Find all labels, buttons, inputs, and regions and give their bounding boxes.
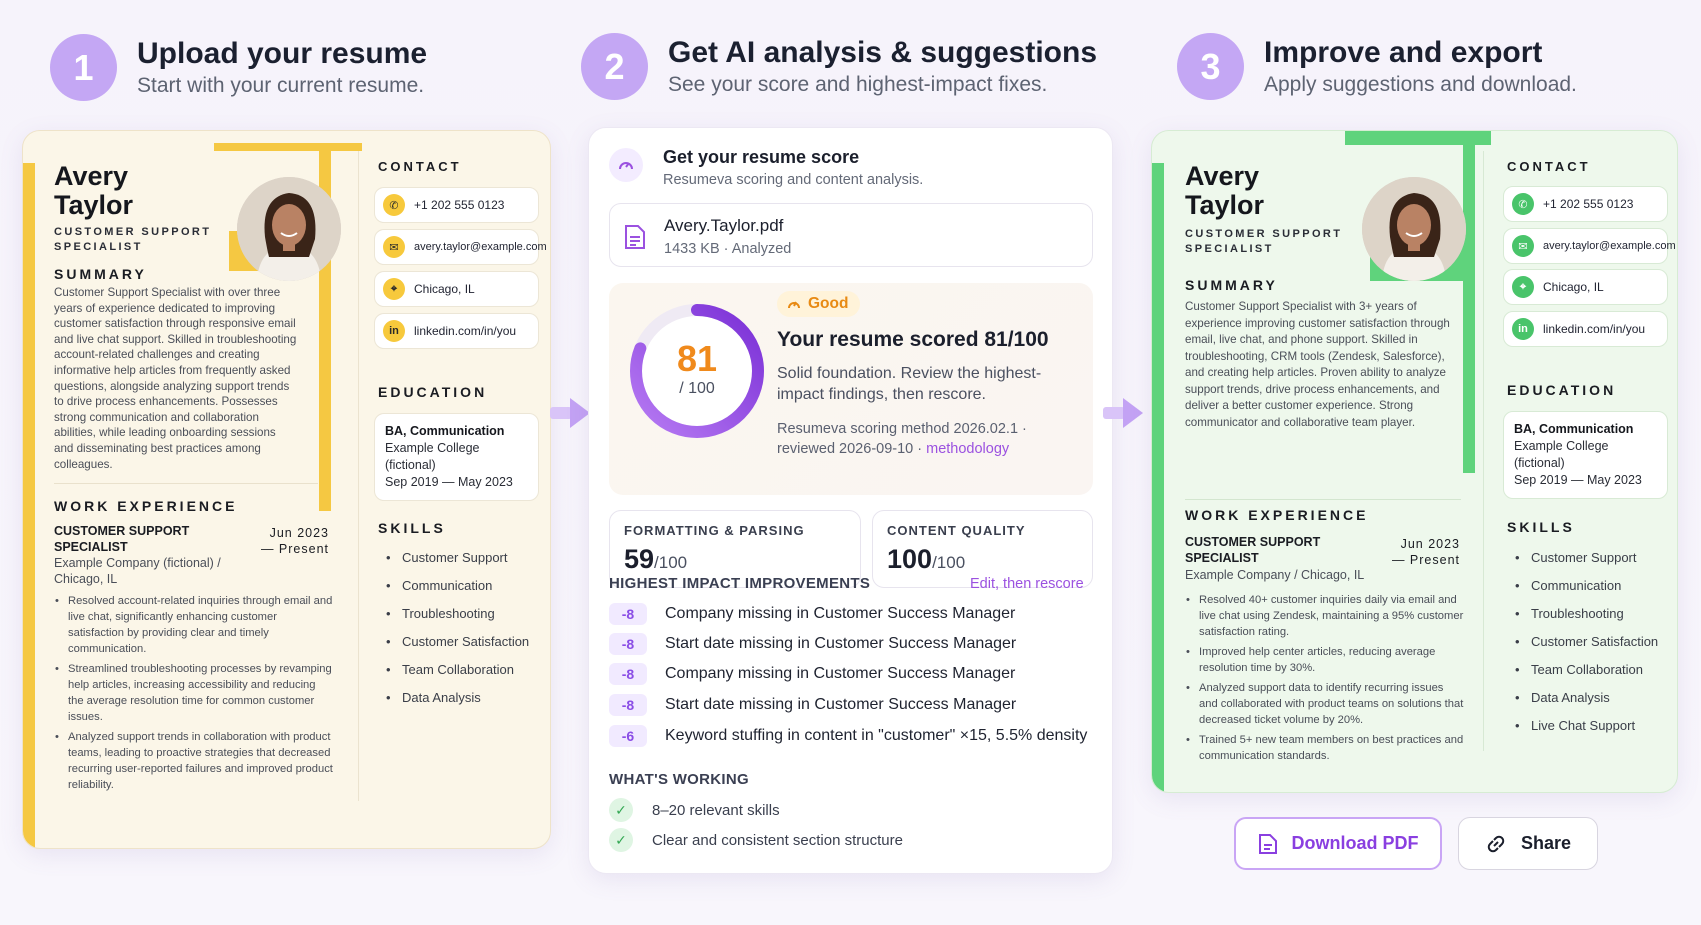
skill-item: • Team Collaboration	[386, 656, 529, 684]
score-value: 81	[676, 338, 718, 379]
job-bullet: • Resolved 40+ customer inquiries daily via email and live chat using Zendesk, maintaining a 95% customer satisfaction rating.	[1185, 592, 1465, 640]
improvement-item[interactable]: -6 Keyword stuffing in content in "customer" ×15, 5.5% density	[609, 724, 1087, 748]
step-3-subtitle: Apply suggestions and download.	[1264, 72, 1577, 96]
skill-item: • Live Chat Support	[1515, 712, 1658, 740]
analysis-subtitle: Resumeva scoring and content analysis.	[663, 172, 924, 188]
skill-item: • Troubleshooting	[386, 600, 529, 628]
method-line-1: Resumeva scoring method 2026.02.1 ·	[777, 421, 1027, 437]
job-bullet: • Resolved account-related inquiries through email and live chat, significantly enhancing customer satisfaction by providing clear and timely communication.	[54, 593, 334, 657]
skill-item: • Customer Support	[386, 544, 529, 572]
contact-location[interactable]: ⌖ Chicago, IL	[374, 271, 539, 307]
analysis-card	[588, 127, 1113, 874]
job-bullet: • Streamlined troubleshooting processes by revamping help articles, increasing accessibility and reducing the average resolution time for common customer issues.	[54, 661, 334, 725]
step-1-header	[50, 34, 427, 101]
skill-item: • Communication	[386, 572, 529, 600]
improvement-item[interactable]: -8 Company missing in Customer Success Manager	[609, 602, 1015, 626]
job-title-line-1: CUSTOMER SUPPORT	[54, 524, 190, 538]
education-box	[374, 413, 539, 501]
job-bullet: • Trained 5+ new team members on best practices and communication standards.	[1185, 732, 1465, 764]
improved-resume-card	[1151, 130, 1678, 793]
accent-bar-left	[23, 163, 35, 849]
email-icon: ✉	[383, 236, 405, 258]
job-bullets	[54, 593, 334, 797]
skill-item: • Team Collaboration	[1515, 656, 1658, 684]
check-icon: ✓	[609, 828, 633, 852]
score-max: / 100	[679, 380, 715, 397]
role-line-1: CUSTOMER SUPPORT	[54, 226, 212, 238]
step-3-number: 3	[1177, 33, 1244, 100]
accent-bar-top	[1345, 131, 1491, 145]
edu-dates: Sep 2019 — May 2023	[1514, 473, 1642, 487]
education-heading: EDUCATION	[378, 384, 488, 400]
work-heading: WORK EXPERIENCE	[1185, 507, 1369, 523]
summary-heading: SUMMARY	[1185, 277, 1278, 293]
job-title-line-2: SPECIALIST	[54, 540, 128, 554]
company-line-2: Chicago, IL	[54, 572, 118, 586]
contact-phone[interactable]: ✆ +1 202 555 0123	[374, 187, 539, 223]
metric-content: CONTENT QUALITY 100/100	[872, 510, 1093, 588]
degree: BA, Communication	[1514, 422, 1634, 436]
summary-heading: SUMMARY	[54, 266, 147, 282]
step-2-title: Get AI analysis & suggestions	[668, 35, 1098, 69]
step-2-number: 2	[581, 33, 648, 100]
accent-bar-right	[1463, 145, 1475, 473]
job-bullet: • Improved help center articles, reducing average resolution time by 30%.	[1185, 644, 1465, 676]
analysis-title: Get your resume score	[663, 147, 860, 167]
job-bullet: • Analyzed support trends in collaboration with product teams, leading to proactive strategies that decreased recurring user-reported failures and improved product reliability.	[54, 729, 334, 793]
skill-item: • Data Analysis	[386, 684, 529, 712]
skills-list	[1515, 544, 1658, 740]
skill-item: • Communication	[1515, 572, 1658, 600]
contact-heading: CONTACT	[378, 159, 462, 174]
summary-text: Customer Support Specialist with 3+ years of experience improving customer satisfaction through email, live chat, and phone support. Skilled in troubleshooting, CRM tools (Zendesk, Salesforce), and creating help articles. Proven ability to analyze support trends, drive process enhancements, and deliver a better customer experience. Strong communicator and collaborative team player.	[1185, 300, 1450, 429]
skill-item: • Data Analysis	[1515, 684, 1658, 712]
score-desc-line-1: Solid foundation. Review the highest-	[777, 365, 1042, 382]
column-divider	[1483, 151, 1484, 751]
avatar	[1362, 177, 1466, 281]
job-date-start: Jun 2023	[269, 526, 329, 540]
edit-rescore-link[interactable]: Edit, then rescore	[970, 576, 1084, 592]
column-divider	[358, 151, 359, 801]
score-headline: Your resume scored 81/100	[777, 328, 1049, 351]
role-line-2: SPECIALIST	[54, 241, 143, 253]
degree: BA, Communication	[385, 424, 505, 438]
step-2-header	[581, 33, 1097, 100]
methodology-link[interactable]: methodology	[926, 441, 1010, 457]
section-divider	[1185, 499, 1461, 500]
contact-email[interactable]: ✉ avery.taylor@example.com	[1503, 228, 1668, 264]
education-heading: EDUCATION	[1507, 382, 1617, 398]
location-icon: ⌖	[383, 278, 405, 300]
arrow-right-icon	[550, 392, 592, 434]
company: Example Company / Chicago, IL	[1185, 568, 1365, 582]
file-name: Avery.Taylor.pdf	[664, 216, 784, 235]
company-line-1: Example Company (fictional) /	[54, 556, 221, 570]
school: Example College (fictional)	[1514, 439, 1609, 470]
step-2-subtitle: See your score and highest-impact fixes.	[668, 72, 1048, 96]
linkedin-icon: in	[383, 320, 405, 342]
contact-heading: CONTACT	[1507, 159, 1591, 174]
email-icon: ✉	[1512, 235, 1534, 257]
check-icon: ✓	[609, 798, 633, 822]
school: Example College (fictional)	[385, 441, 480, 472]
file-pdf-icon	[1258, 833, 1278, 855]
step-3-title: Improve and export	[1264, 35, 1543, 69]
job-date-end: — Present	[260, 542, 329, 556]
contact-location[interactable]: ⌖ Chicago, IL	[1503, 269, 1668, 305]
job-date-end: — Present	[1391, 553, 1460, 567]
step-1-subtitle: Start with your current resume.	[137, 73, 425, 97]
avatar	[237, 177, 341, 281]
contact-linkedin[interactable]: in linkedin.com/in/you	[374, 313, 539, 349]
working-item: ✓ Clear and consistent section structure	[609, 828, 903, 852]
skills-heading: SKILLS	[378, 520, 446, 536]
summary-text: Customer Support Specialist with over three years of experience dedicated to improving customer satisfaction through responsive email and live chat support. Skilled in troubleshooting account-related challenges and creating informative help articles from frequently asked questions, alongside analyzing support trends to drive process enhancements. Possesses strong communication and collaboration abilities, while leading onboarding sessions and disseminating best practices among colleagues.	[54, 286, 297, 471]
work-heading: WORK EXPERIENCE	[54, 498, 238, 514]
last-name: Taylor	[1185, 190, 1265, 220]
working-heading: WHAT'S WORKING	[609, 771, 749, 788]
job-date-start: Jun 2023	[1400, 537, 1460, 551]
improvement-item[interactable]: -8 Start date missing in Customer Success Manager	[609, 632, 1016, 656]
arrow-right-icon	[1103, 392, 1145, 434]
last-name: Taylor	[54, 190, 134, 220]
method-line-2: reviewed 2026-09-10 ·	[777, 441, 927, 457]
edu-dates: Sep 2019 — May 2023	[385, 475, 513, 489]
step-1-title: Upload your resume	[137, 36, 428, 70]
metric-formatting: FORMATTING & PARSING 59/100	[609, 510, 861, 588]
file-box[interactable]	[609, 203, 1093, 267]
contact-linkedin[interactable]: in linkedin.com/in/you	[1503, 311, 1668, 347]
file-meta: 1433 KB · Analyzed	[664, 241, 792, 257]
improvement-item[interactable]: -8 Company missing in Customer Success Manager	[609, 662, 1015, 686]
share-button[interactable]: Share	[1458, 817, 1598, 870]
job-bullet: • Analyzed support data to identify recurring issues and collaborated with product teams on solutions that decreased ticket volume by 20%.	[1185, 680, 1465, 728]
phone-icon: ✆	[1512, 193, 1534, 215]
job-bullets	[1185, 592, 1465, 768]
skill-item: • Troubleshooting	[1515, 600, 1658, 628]
job-title-line-1: CUSTOMER SUPPORT	[1185, 535, 1321, 549]
section-divider	[54, 483, 318, 484]
skill-item: • Customer Support	[1515, 544, 1658, 572]
download-pdf-button[interactable]: Download PDF	[1234, 817, 1442, 870]
step-3-header	[1177, 33, 1577, 100]
score-desc-line-2: impact findings, then rescore.	[777, 386, 986, 403]
file-pdf-icon	[624, 224, 646, 255]
first-name: Avery	[54, 161, 129, 191]
score-panel	[609, 283, 1093, 495]
location-icon: ⌖	[1512, 276, 1534, 298]
gauge-small-icon	[787, 297, 801, 311]
score-badge: Good	[777, 291, 860, 317]
phone-icon: ✆	[383, 194, 405, 216]
improvement-item[interactable]: -8 Start date missing in Customer Success Manager	[609, 693, 1016, 717]
step-1-number: 1	[50, 34, 117, 101]
accent-bar-top	[214, 143, 362, 151]
linkedin-icon: in	[1512, 318, 1534, 340]
link-icon	[1485, 833, 1507, 855]
role-line-2: SPECIALIST	[1185, 243, 1274, 255]
skills-list	[386, 544, 529, 712]
skills-heading: SKILLS	[1507, 519, 1575, 535]
education-box	[1503, 411, 1668, 499]
original-resume-card	[22, 130, 551, 849]
contact-email[interactable]: ✉ avery.taylor@example.com	[374, 229, 539, 265]
gauge-icon	[609, 148, 643, 182]
job-title-line-2: SPECIALIST	[1185, 551, 1259, 565]
working-item: ✓ 8–20 relevant skills	[609, 798, 780, 822]
role-line-1: CUSTOMER SUPPORT	[1185, 228, 1343, 240]
skill-item: • Customer Satisfaction	[386, 628, 529, 656]
improvements-heading: HIGHEST IMPACT IMPROVEMENTS	[609, 575, 871, 592]
first-name: Avery	[1185, 161, 1260, 191]
accent-bar-left	[1152, 163, 1164, 793]
contact-phone[interactable]: ✆ +1 202 555 0123	[1503, 186, 1668, 222]
skill-item: • Customer Satisfaction	[1515, 628, 1658, 656]
